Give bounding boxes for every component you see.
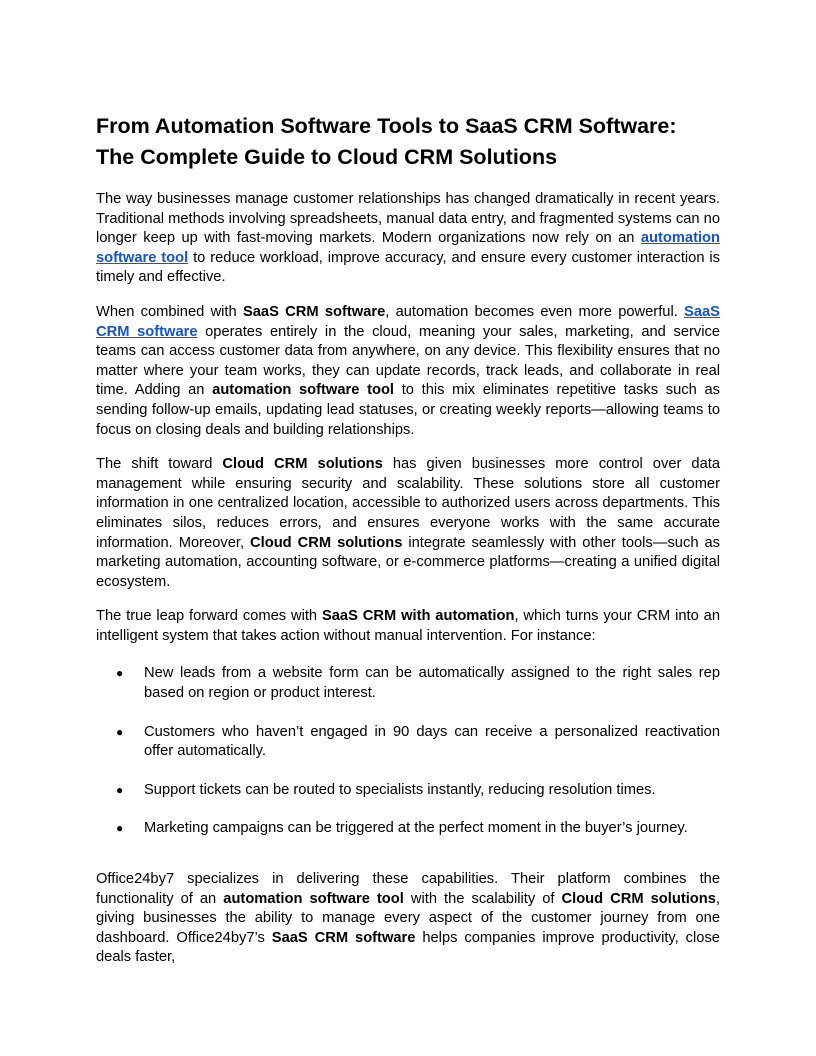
text: helps companies improve productivity, close deals faster, bbox=[96, 929, 720, 966]
example-list bbox=[96, 664, 720, 839]
text: integrate seamlessly with other tools—such as marketing automation, accounting software, or e-commerce platforms—creating a unified digital ecosystem. bbox=[96, 534, 720, 590]
list-item bbox=[96, 664, 720, 703]
paragraph-saas bbox=[96, 303, 720, 440]
text: has given businesses more control over data management while ensuring security and scalability. These solutions store all customer information in one centralized location, accessible to authorized users across departments. This eliminates silos, reduces errors, and ensures everyone works with the same accurate information. Moreover, bbox=[96, 456, 720, 551]
bold-term: Cloud CRM solutions bbox=[561, 890, 716, 907]
list-item bbox=[96, 781, 720, 801]
paragraph-automation bbox=[96, 607, 720, 646]
saas-crm-software-link[interactable]: SaaS CRM software bbox=[96, 303, 720, 340]
bold-term: SaaS CRM software bbox=[271, 929, 416, 946]
bold-term: automation software tool bbox=[212, 382, 394, 399]
list-item-text: Support tickets can be routed to specialists instantly, reducing resolution times. bbox=[144, 781, 656, 798]
text: to this mix eliminates repetitive tasks such as sending follow-up emails, updating lead statuses, or creating weekly reports—allowing teams to focus on closing deals and building relationships. bbox=[96, 382, 720, 438]
bold-term: SaaS CRM with automation bbox=[321, 608, 515, 625]
text: to reduce workload, improve accuracy, and ensure every customer interaction is timely and effective. bbox=[96, 249, 720, 286]
text: Office24by7 specializes in delivering these capabilities. Their platform combines the functionality of an bbox=[96, 871, 720, 907]
paragraph-intro bbox=[96, 190, 720, 288]
bold-term: automation software tool bbox=[223, 890, 404, 907]
spacer bbox=[96, 858, 720, 870]
paragraph-office24by7 bbox=[96, 870, 720, 968]
list-item-text: Customers who haven’t engaged in 90 days can receive a personalized reactivation offer automatically. bbox=[144, 723, 720, 760]
text: The way businesses manage customer relationships has changed dramatically in recent years. Traditional methods involving spreadsheets, manual data entry, and fragmented systems can no longer keep up with fast-moving markets. Modern organizations now rely on an bbox=[96, 191, 720, 247]
bullet-icon: ● bbox=[116, 666, 124, 681]
text: When combined with bbox=[96, 303, 243, 320]
list-item bbox=[96, 819, 720, 839]
bullet-icon: ● bbox=[116, 782, 124, 797]
text: , which turns your CRM into an intelligent system that takes action without manual intervention. For instance: bbox=[96, 608, 720, 644]
list-item-text: Marketing campaigns can be triggered at the perfect moment in the buyer’s journey. bbox=[144, 820, 688, 837]
bold-term: Cloud CRM solutions bbox=[222, 456, 383, 473]
bullet-icon: ● bbox=[116, 724, 124, 739]
bold-term: Cloud CRM solutions bbox=[250, 534, 403, 551]
list-item bbox=[96, 723, 720, 762]
bold-term: SaaS CRM software bbox=[242, 303, 386, 320]
page-title: From Automation Software Tools to SaaS CRM Software: The Complete Guide to Cloud CRM Solutions bbox=[96, 114, 677, 169]
text: with the scalability of bbox=[403, 890, 562, 907]
text: operates entirely in the cloud, meaning your sales, marketing, and service teams can access customer data from anywhere, on any device. This flexibility ensures that no matter where your team works, they can update records, track leads, and collaborate in real time. Adding an bbox=[96, 323, 720, 399]
text: The shift toward bbox=[96, 456, 223, 473]
text: , automation becomes even more powerful. bbox=[385, 303, 685, 320]
text: The true leap forward comes with bbox=[96, 608, 322, 625]
list-item-text: New leads from a website form can be automatically assigned to the right sales rep based on region or product interest. bbox=[144, 665, 720, 702]
automation-software-tool-link[interactable]: automation software tool bbox=[96, 230, 720, 266]
bullet-icon: ● bbox=[116, 821, 124, 836]
text: , giving businesses the ability to manage every aspect of the customer journey from one dashboard. Office24by7’s bbox=[96, 890, 721, 946]
paragraph-cloud bbox=[96, 455, 720, 592]
